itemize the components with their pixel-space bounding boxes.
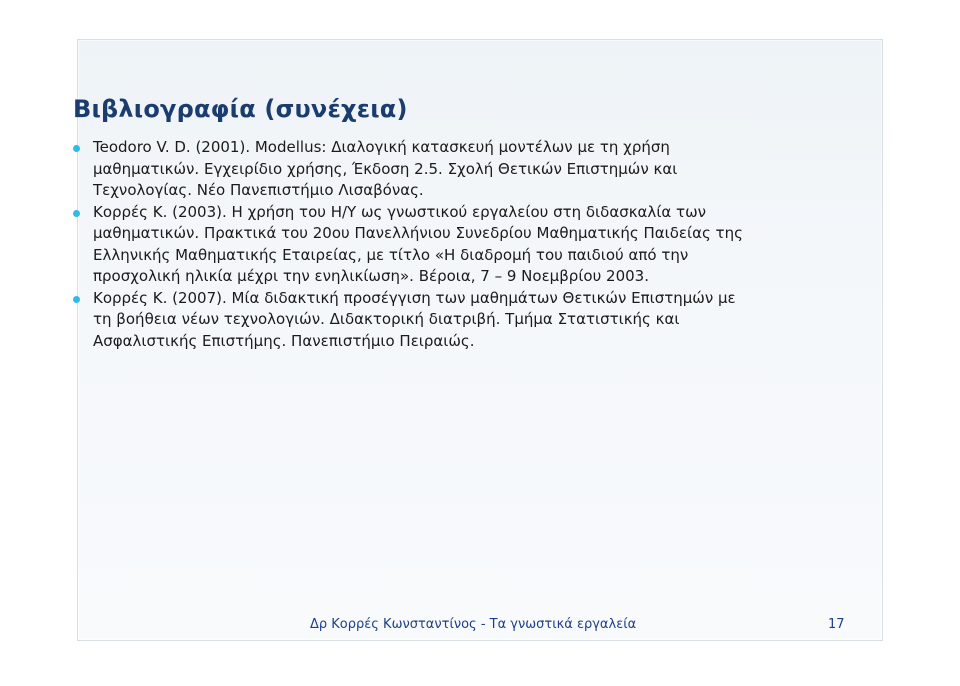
- reference-line: Ασφαλιστικής Επιστήμης. Πανεπιστήμιο Πειραιώς.: [93, 331, 475, 350]
- page-number: 17: [828, 617, 845, 632]
- reference-line: Κορρές Κ. (2003). Η χρήση του Η/Υ ως γνωστικού εργαλείου στη διδασκαλία των: [93, 202, 707, 221]
- reference-line: προσχολική ηλικία μέχρι την ενηλικίωση». Βέροια, 7 – 9 Νοεμβρίου 2003.: [93, 267, 649, 285]
- reference-line: μαθηματικών. Πρακτικά του 20ου Πανελλήνιου Συνεδρίου Μαθηματικής Παιδείας της: [93, 224, 743, 242]
- bullet-icon: [73, 145, 80, 152]
- reference-line: τη βοήθεια νέων τεχνολογιών. Διδακτορική διατριβή. Τμήμα Στατιστικής και: [93, 310, 680, 328]
- reference-text: [93, 137, 753, 202]
- footer-text: Δρ Κορρές Κωνσταντίνος - Τα γνωστικά εργαλεία: [310, 617, 637, 632]
- reference-line: Teodoro V. D. (2001). Modellus: Διαλογική κατασκευή μοντέλων με τη χρήση: [93, 138, 670, 156]
- reference-line: Τεχνολογίας. Νέο Πανεπιστήμιο Λισαβόνας.: [93, 181, 424, 199]
- reference-item: [73, 202, 753, 288]
- slide-title: Βιβλιογραφία (συνέχεια): [73, 95, 408, 123]
- bullet-icon: [73, 210, 80, 217]
- reference-line: Κορρές Κ. (2007). Μία διδακτική προσέγγιση των μαθημάτων Θετικών Επιστημών με: [93, 288, 736, 307]
- reference-item: [73, 288, 753, 353]
- reference-list: [73, 137, 753, 352]
- reference-text: [93, 288, 753, 353]
- slide-footer: [0, 617, 960, 637]
- bullet-icon: [73, 296, 80, 303]
- reference-line: μαθηματικών. Εγχειρίδιο χρήσης, Έκδοση 2.5. Σχολή Θετικών Επιστημών και: [93, 159, 678, 178]
- reference-text: [93, 202, 753, 288]
- reference-item: [73, 137, 753, 202]
- reference-line: Ελληνικής Μαθηματικής Εταιρείας, με τίτλο «Η διαδρομή του παιδιού από την: [93, 245, 689, 264]
